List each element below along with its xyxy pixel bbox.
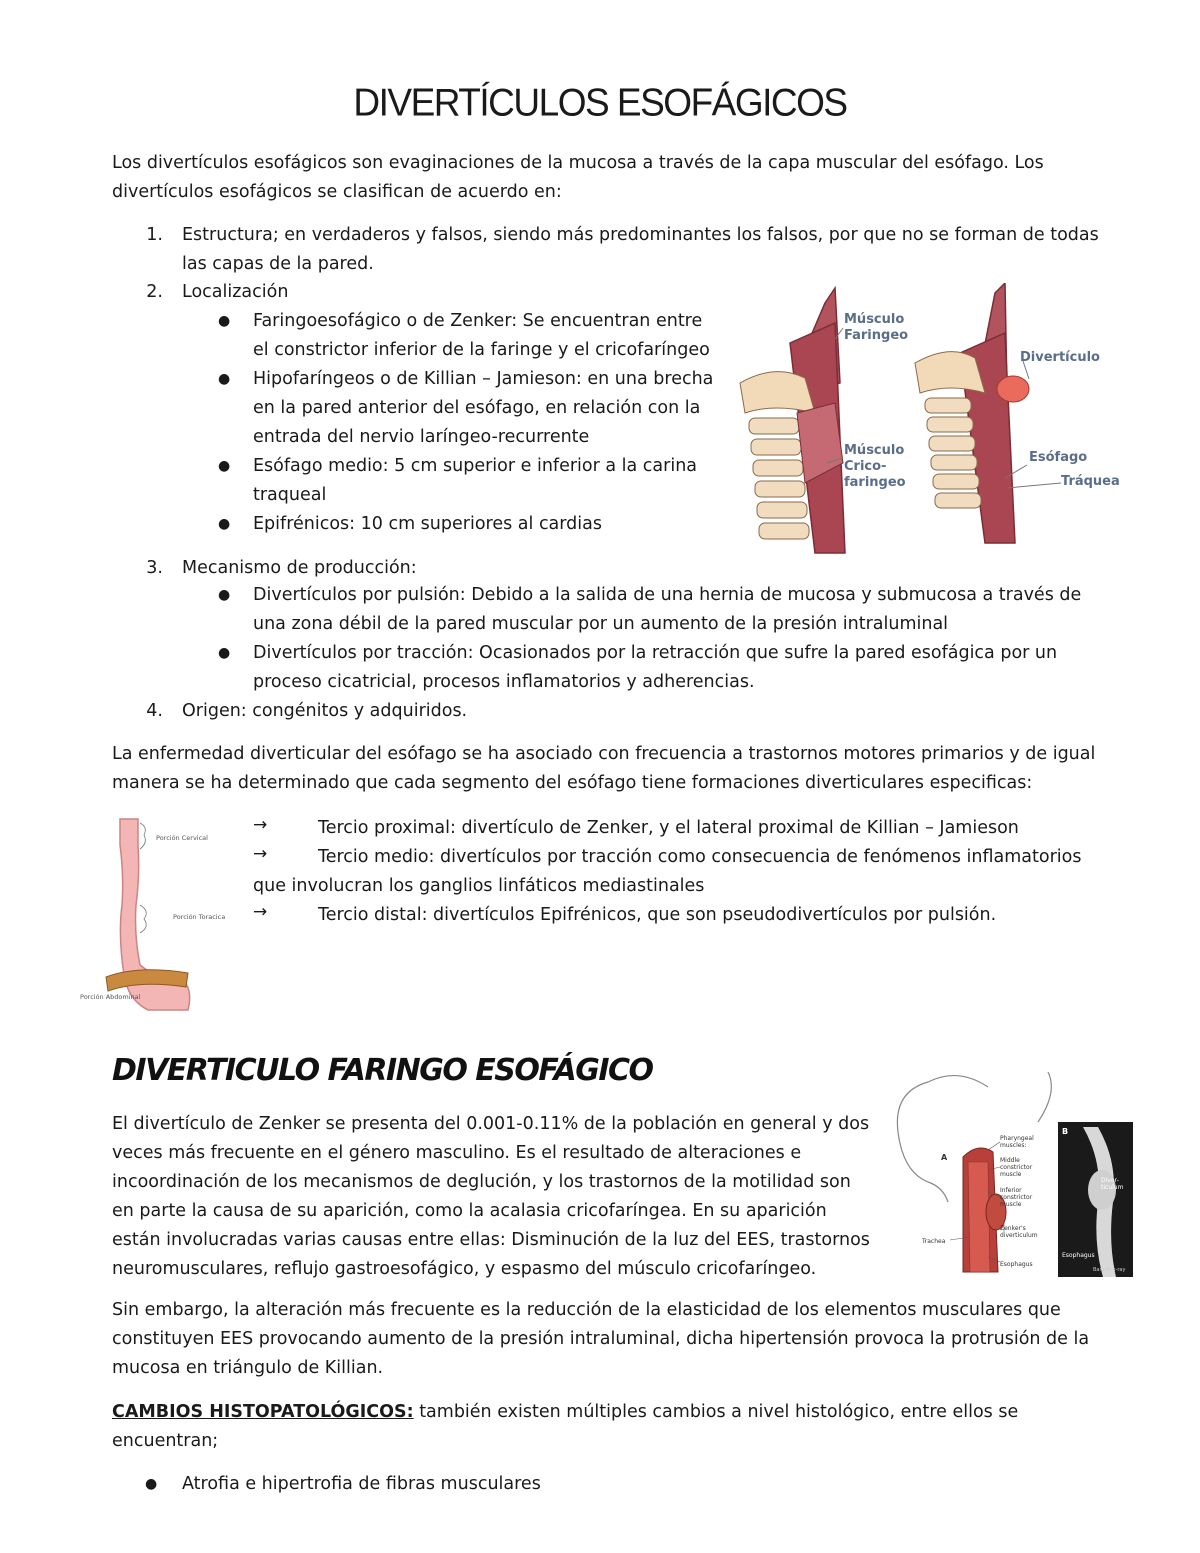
text-line: constituyen EES provocando aumento de la presión intraluminal, dicha hipertensión provoca la protrusión de la (112, 1329, 1090, 1349)
segment-medio-continued: que involucran los ganglios linfáticos mediastinales (253, 876, 705, 896)
bullet-icon: ● (145, 1476, 158, 1492)
label-traquea: Tráquea (1061, 474, 1120, 489)
label-porcion-abdominal: Porción Abdominal (80, 993, 141, 1001)
bullet-pulsion (253, 581, 1081, 639)
text-line: neuromusculares, reflujo gastroesofágico, y espasmo del músculo cricofaríngeo. (112, 1259, 817, 1279)
text-line: Epifrénicos: 10 cm superiores al cardias (253, 514, 602, 534)
esophagus-figure (78, 815, 238, 1015)
label-musculo-faringeo-2: Faringeo (844, 328, 909, 343)
bullet-traccion (253, 639, 1057, 697)
bullet-epifrenicos (253, 510, 602, 539)
anatomy-right-drawing (915, 283, 1029, 543)
label-middle: Middle (1000, 1157, 1020, 1164)
anatomy-left-drawing (740, 288, 845, 553)
text-line: veces más frecuente en el género masculino. Es el resultado de alteraciones e (112, 1143, 802, 1163)
label-musculo-crico-3: faringeo (844, 475, 906, 490)
text-line: incoordinación de los mecanismos de deglución, y los trastornos de la motilidad son (112, 1172, 851, 1192)
label-musculo-faringeo-1: Músculo (844, 312, 905, 327)
label-panel-b: B (1062, 1127, 1069, 1136)
bullet-icon: ● (218, 313, 231, 329)
list-number: 2. (146, 282, 163, 302)
list-number: 1. (146, 225, 163, 245)
text-line (112, 1398, 1018, 1427)
anatomy-figure (735, 283, 1125, 563)
arrow-icon: → (253, 844, 268, 864)
bullet-icon: ● (218, 587, 231, 603)
list-item-origin: Origen: congénitos y adquiridos. (182, 701, 468, 721)
text-line: Esófago medio: 5 cm superior e inferior a la carina (253, 456, 698, 476)
arrow-icon: → (253, 815, 268, 835)
text-line: Sin embargo, la alteración más frecuente es la reducción de la elasticidad de los elementos musculares que (112, 1300, 1061, 1320)
elasticity-paragraph (112, 1296, 1089, 1383)
text-line: La enfermedad diverticular del esófago se ha asociado con frecuencia a trastornos motores primarios y de igual (112, 744, 1096, 764)
bullet-icon: ● (218, 645, 231, 661)
label-diverticulum: diverticulum (1000, 1232, 1038, 1239)
text-line: divertículos esofágicos se clasifican de acuerdo en: (112, 182, 562, 202)
bullet-zenker (253, 307, 710, 365)
label-porcion-cervical: Porción Cervical (156, 834, 208, 842)
label-xray-diver: Diver- (1101, 1177, 1119, 1184)
zenker-figure (888, 1062, 1133, 1280)
list-item-structure (182, 221, 1099, 279)
association-paragraph (112, 740, 1095, 798)
label-trachea: Trachea (922, 1238, 946, 1245)
zenker-paragraph (112, 1110, 870, 1284)
text-line: el constrictor inferior de la faringe y el cricofaríngeo (253, 340, 710, 360)
arrow-icon: → (253, 902, 268, 922)
label-inferior-muscle: muscle (1000, 1201, 1022, 1208)
label-xray-ticulum: ticulum (1101, 1184, 1124, 1191)
text-line: Faringoesofágico o de Zenker: Se encuentran entre (253, 311, 703, 331)
label-muscle: muscle (1000, 1171, 1022, 1178)
text-line: Los divertículos esofágicos son evaginaciones de la mucosa a través de la capa muscular del esófago. Los (112, 153, 1044, 173)
segment-medio: Tercio medio: divertículos por tracción como consecuencia de fenómenos inflamatorios (318, 847, 1082, 867)
label-constrictor: constrictor (1000, 1164, 1033, 1171)
list-item-mechanism: Mecanismo de producción: (182, 558, 417, 578)
label-zenkers: Zenker's (1000, 1225, 1026, 1232)
text-line: Divertículos por pulsión: Debido a la salida de una hernia de mucosa y submucosa a través de (253, 585, 1082, 605)
text-line: manera se ha determinado que cada segmento del esófago tiene formaciones diverticulares especificas: (112, 773, 1033, 793)
bullet-icon: ● (218, 516, 231, 532)
label-inferior: Inferior (1000, 1187, 1022, 1194)
bullet-icon: ● (218, 458, 231, 474)
text-line: están involucradas varias causas entre ellas: Disminución de la luz del EES, trastornos (112, 1230, 870, 1250)
label-pharyngeal: Pharyngeal (1000, 1135, 1034, 1142)
text-line: Divertículos por tracción: Ocasionados por la retracción que sufre la pared esofágica por un (253, 643, 1058, 663)
list-number: 3. (146, 558, 163, 578)
text-line: en la pared anterior del esófago, en relación con la (253, 398, 701, 418)
text-line: mucosa en triángulo de Killian. (112, 1358, 384, 1378)
bullet-killian (253, 365, 713, 452)
label-diverticulo: Divertículo (1020, 350, 1100, 365)
label-panel-a: A (941, 1153, 948, 1162)
text-line: entrada del nervio laríngeo-recurrente (253, 427, 590, 447)
text-line: El divertículo de Zenker se presenta del 0.001-0.11% de la población en general y dos (112, 1114, 870, 1134)
bullet-medio (253, 452, 697, 510)
label-musculo-crico-1: Músculo (844, 443, 905, 458)
text-line: traqueal (253, 485, 327, 505)
list-number: 4. (146, 701, 163, 721)
label-muscles: muscles: (1000, 1142, 1027, 1149)
histo-text: también existen múltiples cambios a nivel histológico, entre ellos se (413, 1402, 1019, 1422)
label-porcion-toracica: Porción Toracica (173, 913, 226, 921)
text-line: Hipofaríngeos o de Killian – Jamieson: en una brecha (253, 369, 714, 389)
label-xray-esophagus: Esophagus (1062, 1252, 1095, 1259)
text-line: encuentran; (112, 1431, 219, 1451)
label-esofago: Esófago (1029, 450, 1088, 465)
list-item-localization: Localización (182, 282, 289, 302)
text-line: Estructura; en verdaderos y falsos, siendo más predominantes los falsos, por que no se forman de todas (182, 225, 1099, 245)
page-title: DIVERTÍCULOS ESOFÁGICOS (353, 80, 847, 124)
label-inferior-constrictor: constrictor (1000, 1194, 1033, 1201)
text-line: las capas de la pared. (182, 254, 374, 274)
segment-proximal: Tercio proximal: divertículo de Zenker, y el lateral proximal de Killian – Jamieson (318, 818, 1019, 838)
label-barium-xray: Barium x-ray (1093, 1267, 1126, 1273)
text-line: una zona débil de la pared muscular por un aumento de la presión intraluminal (253, 614, 949, 634)
segment-distal: Tercio distal: divertículos Epifrénicos, que son pseudodivertículos por pulsión. (318, 905, 997, 925)
histo-bullet-atrofia: Atrofia e hipertrofia de fibras musculares (182, 1474, 541, 1494)
section-heading: DIVERTICULO FARINGO ESOFÁGICO (112, 1053, 653, 1088)
label-musculo-crico-2: Crico- (844, 459, 887, 474)
histo-paragraph (112, 1398, 1018, 1456)
intro-paragraph (112, 149, 1044, 207)
text-line: en parte la causa de su aparición, como la acalasia cricofaríngea. En su aparición (112, 1201, 827, 1221)
text-line: proceso cicatricial, procesos inflamatorios y adherencias. (253, 672, 755, 692)
histo-heading: CAMBIOS HISTOPATOLÓGICOS: (112, 1402, 414, 1422)
label-esophagus: Esophagus (1000, 1261, 1033, 1268)
bullet-icon: ● (218, 371, 231, 387)
